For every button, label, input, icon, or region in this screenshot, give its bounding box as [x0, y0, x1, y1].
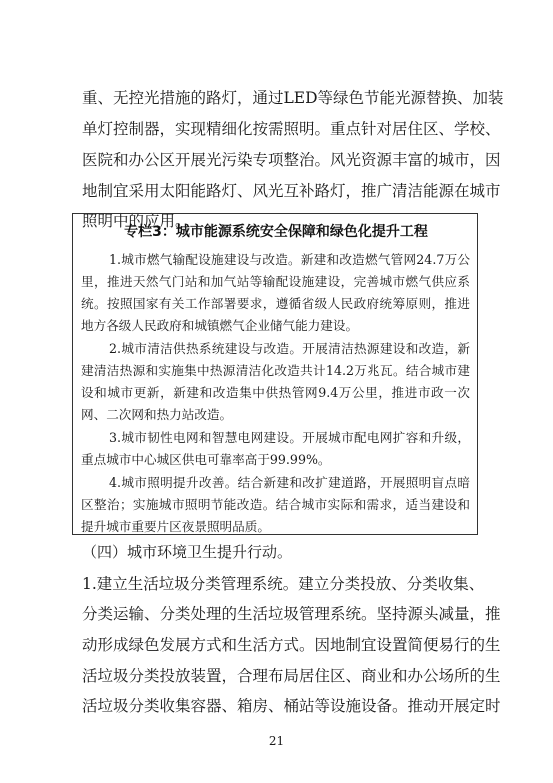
paragraph-line: 医院和办公区开展光污染专项整治。风光资源丰富的城市，因: [82, 151, 501, 169]
section-heading: （四）城市环境卫生提升行动。: [82, 543, 293, 561]
paragraph-line: 动形成绿色发展方式和生活方式。因地制宜设置简便易行的生: [82, 636, 501, 654]
paragraph-line: 照明中的应用。: [82, 212, 191, 230]
feature-box: [72, 213, 478, 535]
box-item-line: 网、二次网和热力站改造。: [81, 407, 233, 422]
feature-box-title: 专栏3：城市能源系统安全保障和绿色化提升工程: [124, 224, 428, 240]
box-item-line: 重点城市中心城区供电可靠率高于99.99%。: [81, 452, 331, 467]
box-item-line: 里，推进天然气门站和加气站等输配设施建设，完善城市燃气供应系: [81, 274, 470, 289]
paragraph-line: 1.建立生活垃圾分类管理系统。建立分类投放、分类收集、: [82, 575, 485, 593]
paragraph-line: 活垃圾分类收集容器、箱房、桶站等设施设备。推动开展定时: [82, 697, 501, 715]
box-item-line: 统。按照国家有关工作部署要求，遵循省级人民政府统筹原则，推进: [81, 296, 470, 311]
box-item-line: 3.城市韧性电网和智慧电网建设。开展城市配电网扩容和升级，: [109, 430, 470, 445]
paragraph-line: 单灯控制器，实现精细化按需照明。重点针对居住区、学校、: [82, 120, 501, 138]
box-item-line: 提升城市重要片区夜景照明品质。: [81, 519, 270, 534]
box-item-line: 区整治；实施城市照明节能改造。结合城市实际和需求，适当建设和: [81, 497, 470, 512]
paragraph-line: 分类运输、分类处理的生活垃圾管理系统。坚持源头减量，推: [82, 605, 501, 623]
box-item-line: 设和城市更新，新建和改造集中供热管网9.4万公里，推进市政一次: [81, 385, 470, 400]
box-item-line: 4.城市照明提升改善。结合新建和改扩建道路，开展照明盲点暗: [109, 475, 470, 490]
box-item-line: 1.城市燃气输配设施建设与改造。新建和改造燃气管网24.7万公: [109, 252, 470, 267]
box-item-line: 地方各级人民政府和城镇燃气企业储气能力建设。: [81, 318, 359, 333]
box-item-line: 2.城市清洁供热系统建设与改造。开展清洁热源建设和改造，新: [109, 341, 470, 356]
paragraph-line: 重、无控光措施的路灯，通过LED等绿色节能光源替换、加装: [82, 89, 504, 107]
page-number: 21: [268, 734, 285, 748]
paragraph-line: 活垃圾分类投放装置，合理布局居住区、商业和办公场所的生: [82, 667, 501, 685]
box-item-line: 建清洁热源和实施集中热源清洁化改造共计14.2万兆瓦。结合城市建: [81, 363, 470, 378]
paragraph-line: 地制宜采用太阳能路灯、风光互补路灯，推广清洁能源在城市: [82, 182, 501, 200]
